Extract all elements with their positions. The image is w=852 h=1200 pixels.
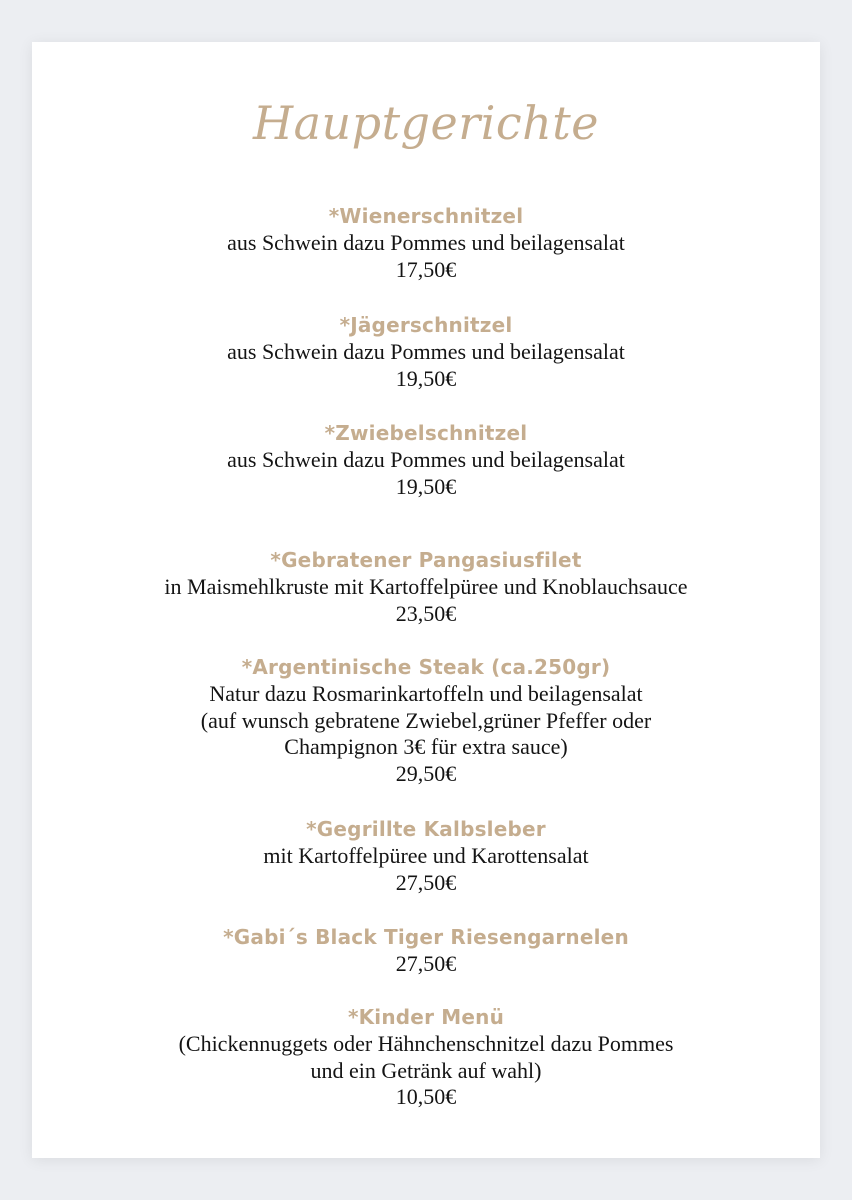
dish-price: 23,50€ [395,600,457,626]
dish-riesengarnelen [0,924,852,978]
dish-description: (auf wunsch gebratene Zwiebel,grüner Pfeffer oder [200,707,652,733]
dish-price: 27,50€ [395,951,457,976]
dish-name: *Wienerschnitzel [328,204,524,228]
dish-price: 19,50€ [395,473,457,499]
dish-price: 27,50€ [395,869,457,895]
dish-argentinische-steak [0,654,852,787]
dish-description: mit Kartoffelpüree und Karottensalat [263,843,589,868]
dish-name: *Gegrillte Kalbsleber [306,817,546,841]
dish-description: Champignon 3€ für extra sauce) [284,734,568,759]
dish-wienerschnitzel [0,203,852,283]
dish-jaegerschnitzel [0,312,852,392]
dish-name: *Argentinische Steak (ca.250gr) [241,655,611,679]
dish-description: und ein Getränk auf wahl) [310,1057,542,1083]
dish-price: 29,50€ [395,760,457,786]
dish-pangasiusfilet [0,547,852,627]
dish-description: in Maismehlkruste mit Kartoffelpüree und Knoblauchsauce [164,574,688,599]
dish-description: aus Schwein dazu Pommes und beilagensalat [227,339,625,364]
dish-description: aus Schwein dazu Pommes und beilagensalat [227,447,625,472]
dish-kalbsleber [0,816,852,896]
dish-description: aus Schwein dazu Pommes und beilagensalat [227,230,625,255]
menu-title: Hauptgerichte [252,96,600,150]
dish-name: *Gebratener Pangasiusfilet [270,548,582,572]
dish-description: Natur dazu Rosmarinkartoffeln und beilagensalat [209,681,643,706]
dish-price: 19,50€ [395,365,457,391]
dish-price: 10,50€ [395,1084,457,1109]
dish-zwiebelschnitzel [0,420,852,500]
dish-name: *Jägerschnitzel [339,313,513,337]
dish-kinder-menue [0,1004,852,1111]
dish-name: *Zwiebelschnitzel [324,421,528,445]
dish-name: *Gabi´s Black Tiger Riesengarnelen [223,925,629,949]
dish-name: *Kinder Menü [347,1005,505,1029]
dish-description: (Chickennuggets oder Hähnchenschnitzel dazu Pommes [178,1031,674,1056]
dish-price: 17,50€ [395,256,457,282]
